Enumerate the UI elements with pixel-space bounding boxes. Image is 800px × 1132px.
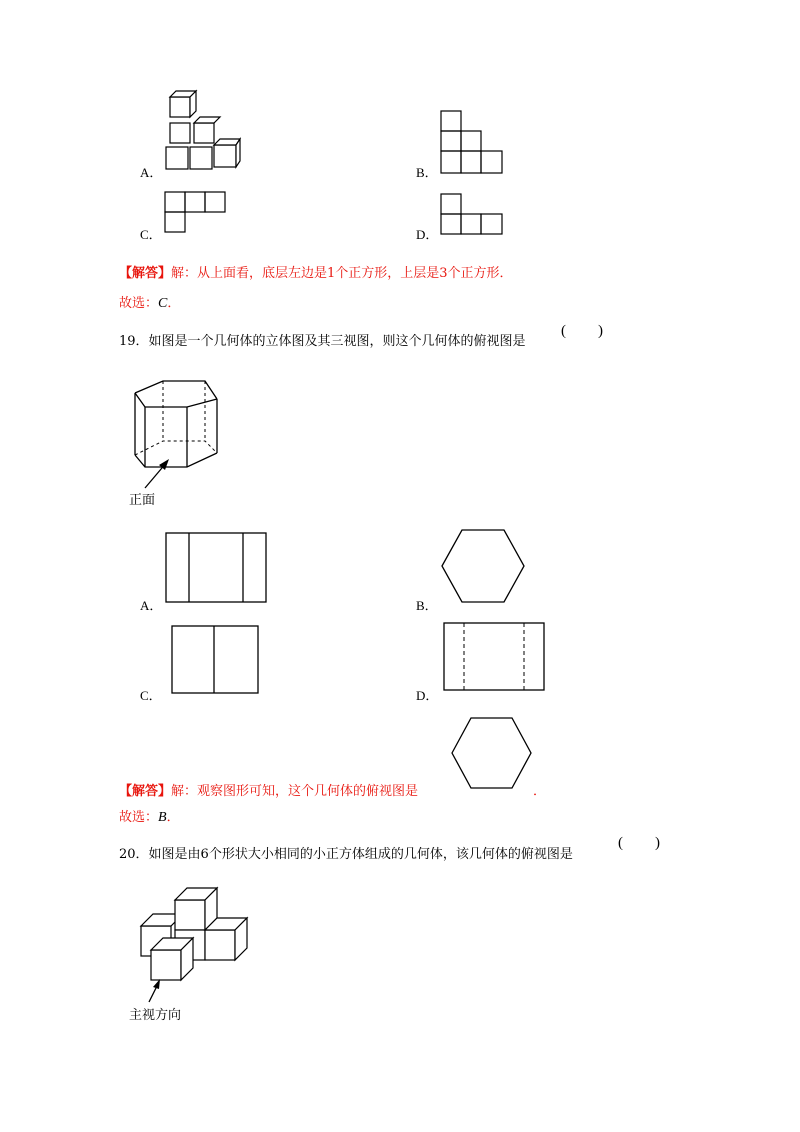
q20-cubes-figure <box>125 884 260 1024</box>
q19-solution-text-end: ． <box>533 784 547 799</box>
q18-option-d-figure <box>440 193 504 237</box>
q20-paren-close: ) <box>655 835 660 851</box>
q20-paren-open: ( <box>618 835 623 851</box>
q18-option-b-figure <box>440 110 504 176</box>
q19-paren-close: ) <box>598 323 603 339</box>
q19-conclusion <box>119 806 180 826</box>
q19-option-b-figure <box>440 528 528 605</box>
q18-solution-tag: 【解答】 <box>119 266 172 281</box>
q19-question-text: 19．如图是一个几何体的立体图及其三视图，则这个几何体的俯视图是 <box>119 334 526 349</box>
q18-option-a-label: A． <box>140 165 163 180</box>
q20-figure-caption: 主视方向 <box>129 1008 182 1023</box>
q19-paren-open: ( <box>561 323 566 339</box>
q18-option-a-figure <box>160 95 250 175</box>
q18-option-c-figure <box>164 191 228 235</box>
q19-option-c-figure <box>171 625 260 695</box>
q18-conclusion-prefix: 故选： <box>119 296 159 311</box>
q19-figure-caption: 正面 <box>129 493 156 508</box>
q19-conclusion-prefix: 故选： <box>119 810 159 825</box>
q18-option-d-label: D． <box>416 227 439 242</box>
q19-prism-figure <box>125 375 225 510</box>
q18-conclusion-suffix: ． <box>167 296 181 311</box>
q19-solution-hexagon-figure <box>450 716 535 792</box>
q19-question <box>119 330 526 349</box>
q18-answer: C <box>158 296 168 311</box>
q19-solution-tag: 【解答】 <box>119 784 172 799</box>
q18-option-b-label: B． <box>416 165 438 180</box>
q19-option-c-label: C． <box>140 688 162 703</box>
q18-solution-text: 解：从上面看，底层左边是1个正方形，上层是3个正方形． <box>171 266 513 281</box>
q19-conclusion-suffix: ． <box>166 810 180 825</box>
q19-option-a-figure <box>165 532 268 604</box>
q18-conclusion <box>119 292 180 312</box>
q19-solution <box>119 780 418 799</box>
q19-answer: B <box>158 810 167 825</box>
q20-question-text: 20．如图是由6个形状大小相同的小正方体组成的几何体，该几何体的俯视图是 <box>119 847 573 862</box>
q19-option-b-label: B． <box>416 598 438 613</box>
q20-question <box>119 843 573 862</box>
q19-option-d-label: D． <box>416 688 439 703</box>
q19-option-d-figure <box>443 622 546 692</box>
q18-option-c-label: C． <box>140 227 162 242</box>
q19-option-a-label: A． <box>140 598 163 613</box>
q18-solution <box>119 262 513 281</box>
q19-solution-text: 解：观察图形可知，这个几何体的俯视图是 <box>171 784 419 799</box>
